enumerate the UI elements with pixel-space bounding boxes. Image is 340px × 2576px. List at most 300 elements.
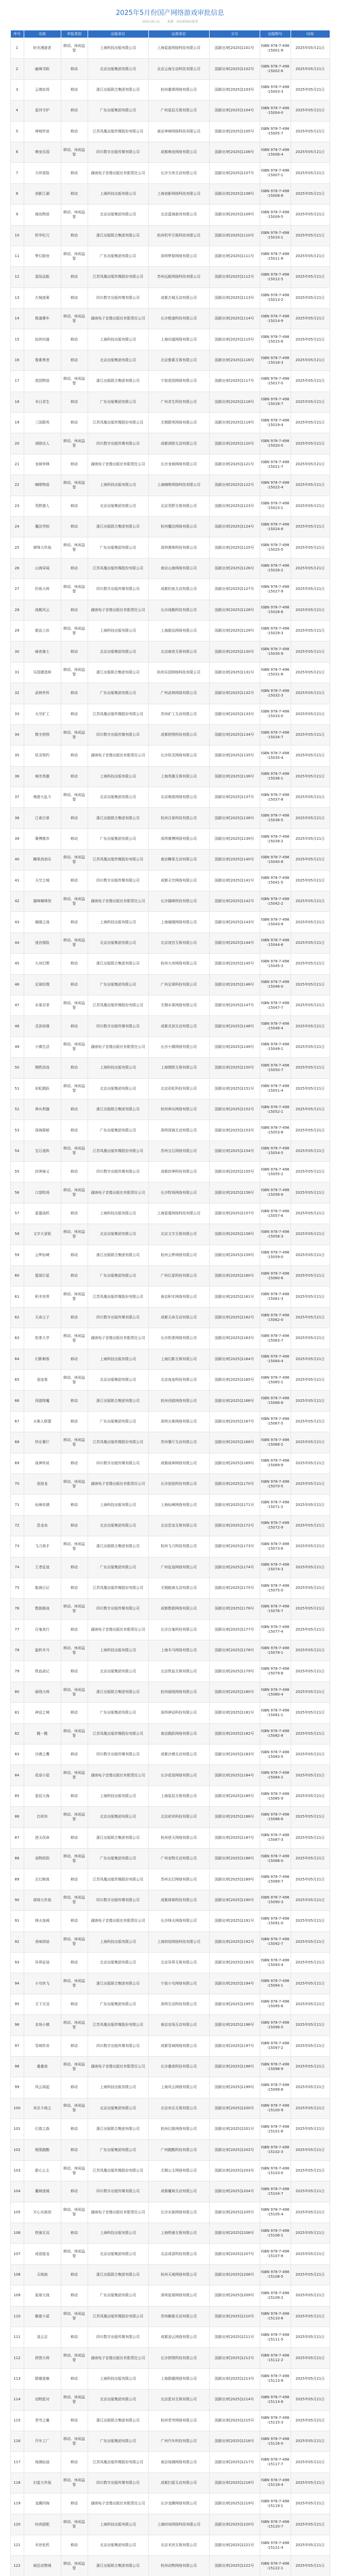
cell-date: 2025年05月21日 <box>291 558 330 579</box>
cell-date: 2025年05月21日 <box>291 392 330 412</box>
cell-operator: 长沙战舰科技有限公司 <box>148 600 209 620</box>
cell-date: 2025年05月21日 <box>291 704 330 724</box>
table-row <box>10 1286 330 1307</box>
cell-operator: 北京荒野互娱有限公司 <box>148 496 209 516</box>
table-row <box>10 225 330 246</box>
cell-isbn: ISBN 978-7-498-15030-9 <box>260 641 291 662</box>
cell-isbn: ISBN 978-7-498-15120-7 <box>260 2514 291 2535</box>
cell-category: 移动 <box>61 163 88 183</box>
cell-category: 移动 <box>61 974 88 995</box>
table-row <box>10 2181 330 2202</box>
cell-date: 2025年05月21日 <box>291 2431 330 2451</box>
cell-name: 汽车工厂 <box>24 2431 61 2451</box>
cell-operator: 长沙拼图科技有限公司 <box>148 2348 209 2368</box>
cell-approval-no: 国新出审[2025]1197号 <box>209 2036 260 2056</box>
cell-approval-no: 国新出审[2025]1189号 <box>209 1869 260 1890</box>
cell-publisher: 北京出版集团有限公司 <box>88 1224 148 1245</box>
cell-approval-no: 国新出审[2025]1124号 <box>209 516 260 537</box>
cell-name: 沙漠之鹰 <box>24 1744 61 1765</box>
cell-index: 40 <box>10 850 24 870</box>
cell-approval-no: 国新出审[2025]1103号 <box>209 79 260 100</box>
cell-isbn: ISBN 978-7-498-15114-6 <box>260 2389 291 2410</box>
cell-publisher: 四川数字出版传媒有限公司 <box>88 2327 148 2347</box>
cell-approval-no: 国新出审[2025]1131号 <box>209 662 260 683</box>
cell-approval-no: 国新出审[2025]1181号 <box>209 1703 260 1723</box>
cell-name: 仙境奇遇 <box>24 1495 61 1515</box>
cell-publisher: 广东出版集团有限公司 <box>88 683 148 704</box>
table-row <box>10 850 330 870</box>
cell-name: 跳一跳 <box>24 1723 61 1744</box>
cell-publisher: 上海科技出版有限公司 <box>88 766 148 787</box>
cell-name: 烽火连城 <box>24 1911 61 1931</box>
cell-publisher: 广东出版集团有限公司 <box>88 1120 148 1141</box>
cell-name: 苍穹之翼 <box>24 2410 61 2431</box>
table-row <box>10 2452 330 2472</box>
cell-approval-no: 国新出审[2025]1201号 <box>209 2119 260 2140</box>
cell-operator: 长沙妖灵网络有限公司 <box>148 745 209 766</box>
cell-operator: 上海星游网络科技有限公司 <box>148 38 209 59</box>
cell-category: 移动 <box>61 2036 88 2056</box>
cell-operator: 无锡航海互动有限公司 <box>148 1578 209 1598</box>
cell-category: 移动、休闲益智 <box>61 2556 88 2576</box>
cell-publisher: 湖南电子音像出版社有限责任公司 <box>88 891 148 912</box>
cell-date: 2025年05月21日 <box>291 1869 330 1890</box>
cell-date: 2025年05月21日 <box>291 1890 330 1910</box>
table-row <box>10 995 330 1015</box>
cell-isbn: ISBN 978-7-498-15005-7 <box>260 121 291 142</box>
cell-operator: 上海星辰互娱有限公司 <box>148 1786 209 1806</box>
cell-index: 86 <box>10 1807 24 1827</box>
cell-index: 74 <box>10 1557 24 1578</box>
cell-approval-no: 国新出审[2025]1111号 <box>209 246 260 266</box>
cell-approval-no: 国新出审[2025]1169号 <box>209 1453 260 1473</box>
cell-date: 2025年05月21日 <box>291 59 330 79</box>
cell-name: 三国群英 <box>24 413 61 433</box>
cell-publisher: 北京出版集团有限公司 <box>88 496 148 516</box>
cell-operator: 苏州矿工互动有限公司 <box>148 704 209 724</box>
table-row <box>10 1495 330 1515</box>
cell-publisher: 四川数字出版传媒有限公司 <box>88 579 148 600</box>
cell-operator: 杭州云梦网络有限公司 <box>148 1245 209 1265</box>
cell-isbn: ISBN 978-7-498-15016-3 <box>260 350 291 370</box>
table-row <box>10 1578 330 1598</box>
cell-date: 2025年05月21日 <box>291 912 330 933</box>
cell-date: 2025年05月21日 <box>291 1744 330 1765</box>
cell-operator: 杭州叠翠网络有限公司 <box>148 79 209 100</box>
cell-approval-no: 国新出审[2025]1177号 <box>209 1619 260 1640</box>
cell-category: 移动、休闲益智 <box>61 1682 88 1702</box>
cell-name: 时光漫游者 <box>24 38 61 59</box>
cell-approval-no: 国新出审[2025]1174号 <box>209 1557 260 1578</box>
cell-date: 2025年05月21日 <box>291 1432 330 1453</box>
cell-category: 移动 <box>61 183 88 204</box>
cell-category: 移动 <box>61 1016 88 1037</box>
cell-date: 2025年05月21日 <box>291 413 330 433</box>
cell-publisher: 上海科技出版有限公司 <box>88 475 148 496</box>
cell-category: 移动 <box>61 828 88 849</box>
cell-operator: 杭州苍穹网络有限公司 <box>148 2410 209 2431</box>
header-category: 申报类别 <box>61 30 88 38</box>
cell-isbn: ISBN 978-7-498-15027-9 <box>260 579 291 600</box>
cell-index: 57 <box>10 1203 24 1224</box>
cell-index: 18 <box>10 392 24 412</box>
cell-index: 28 <box>10 600 24 620</box>
cell-name: 萌兽大乱斗 <box>24 787 61 808</box>
cell-publisher: 北京出版集团有限公司 <box>88 641 148 662</box>
cell-category: 移动 <box>61 1495 88 1515</box>
cell-operator: 上海群雄网络有限公司 <box>148 2368 209 2389</box>
cell-date: 2025年05月21日 <box>291 2202 330 2223</box>
table-row <box>10 100 330 121</box>
cell-category: 移动、休闲益智 <box>61 2306 88 2327</box>
cell-publisher: 北京出版集团有限公司 <box>88 1515 148 1536</box>
cell-isbn: ISBN 978-7-498-15017-0 <box>260 371 291 392</box>
table-row <box>10 205 330 225</box>
cell-name: 云端农场 <box>24 79 61 100</box>
cell-isbn: ISBN 978-7-498-15036-1 <box>260 766 291 787</box>
cell-isbn: ISBN 978-7-498-15026-2 <box>260 558 291 579</box>
cell-date: 2025年05月21日 <box>291 1619 330 1640</box>
table-row <box>10 1557 330 1578</box>
cell-category: 移动 <box>61 1058 88 1078</box>
cell-isbn: ISBN 978-7-498-15109-2 <box>260 2285 291 2306</box>
cell-publisher: 江苏凤凰出版传媒股份有限公司 <box>88 2015 148 2036</box>
table-row <box>10 2431 330 2451</box>
cell-date: 2025年05月21日 <box>291 2306 330 2327</box>
cell-name: 美味烘焙 <box>24 1931 61 1952</box>
cell-publisher: 江苏凤凰出版传媒股份有限公司 <box>88 413 148 433</box>
table-row <box>10 2306 330 2327</box>
cell-name: 深海探秘 <box>24 1120 61 1141</box>
cell-category: 移动 <box>61 225 88 246</box>
cell-approval-no: 国新出审[2025]1160号 <box>209 1266 260 1286</box>
cell-isbn: ISBN 978-7-498-15093-4 <box>260 1952 291 1973</box>
cell-name: 方块冒险 <box>24 163 61 183</box>
cell-approval-no: 国新出审[2025]1117号 <box>209 371 260 392</box>
cell-date: 2025年05月21日 <box>291 2368 330 2389</box>
cell-category: 移动 <box>61 766 88 787</box>
table-row <box>10 1786 330 1806</box>
table-row <box>10 287 330 308</box>
cell-operator: 深圳赛博网络有限公司 <box>148 828 209 849</box>
cell-operator: 南京琉璃网络有限公司 <box>148 2452 209 2472</box>
cell-approval-no: 国新出审[2025]1208号 <box>209 2264 260 2285</box>
cell-approval-no: 国新出审[2025]1195号 <box>209 1994 260 2014</box>
cell-date: 2025年05月21日 <box>291 1578 330 1598</box>
cell-date: 2025年05月21日 <box>291 287 330 308</box>
cell-name: 古城迷案 <box>24 287 61 308</box>
cell-name: 破晓之战 <box>24 912 61 933</box>
cell-index: 35 <box>10 745 24 766</box>
cell-category: 移动、休闲益智 <box>61 2160 88 2181</box>
cell-index: 102 <box>10 2140 24 2160</box>
cell-name: 群雄逐鹿 <box>24 2368 61 2389</box>
cell-name: 宝石迷阵 <box>24 1141 61 1161</box>
cell-isbn: ISBN 978-7-498-15068-2 <box>260 1432 291 1453</box>
cell-approval-no: 国新出审[2025]1190号 <box>209 1890 260 1910</box>
cell-date: 2025年05月21日 <box>291 121 330 142</box>
cell-date: 2025年05月21日 <box>291 662 330 683</box>
cell-date: 2025年05月21日 <box>291 1224 330 1245</box>
cell-approval-no: 国新出审[2025]1115号 <box>209 329 260 350</box>
cell-date: 2025年05月21日 <box>291 142 330 162</box>
cell-category: 移动、休闲益智 <box>61 787 88 808</box>
cell-name: 海岛物语 <box>24 205 61 225</box>
cell-index: 53 <box>10 1120 24 1141</box>
table-row <box>10 1973 330 1994</box>
cell-approval-no: 国新出审[2025]1203号 <box>209 2160 260 2181</box>
cell-publisher: 上海科技出版有限公司 <box>88 1349 148 1369</box>
cell-isbn: ISBN 978-7-498-15092-7 <box>260 1931 291 1952</box>
cell-category: 移动 <box>61 1245 88 1265</box>
cell-date: 2025年05月21日 <box>291 38 330 59</box>
table-row <box>10 933 330 953</box>
cell-operator: 长沙龙腾网络有限公司 <box>148 2494 209 2514</box>
cell-approval-no: 国新出审[2025]1165号 <box>209 1370 260 1391</box>
cell-date: 2025年05月21日 <box>291 475 330 496</box>
cell-approval-no: 国新出审[2025]1108号 <box>209 183 260 204</box>
cell-index: 111 <box>10 2327 24 2347</box>
cell-publisher: 上海科技出版有限公司 <box>88 2223 148 2244</box>
cell-isbn: ISBN 978-7-498-15113-9 <box>260 2368 291 2389</box>
cell-name: 暗夜骑士 <box>24 641 61 662</box>
cell-index: 31 <box>10 662 24 683</box>
cell-index: 92 <box>10 1931 24 1952</box>
cell-operator: 广州星辰互娱有限公司 <box>148 100 209 121</box>
table-row <box>10 1099 330 1120</box>
cell-index: 5 <box>10 121 24 142</box>
cell-isbn: ISBN 978-7-498-15080-4 <box>260 1682 291 1702</box>
cell-date: 2025年05月21日 <box>291 1723 330 1744</box>
cell-name: 赛博都市 <box>24 828 61 849</box>
cell-index: 42 <box>10 891 24 912</box>
cell-isbn: ISBN 978-7-498-15018-7 <box>260 392 291 412</box>
cell-isbn: ISBN 978-7-498-15057-6 <box>260 1203 291 1224</box>
cell-name: 荒野猎人 <box>24 496 61 516</box>
cell-date: 2025年05月21日 <box>291 995 330 1015</box>
cell-publisher: 北京出版集团有限公司 <box>88 1370 148 1391</box>
cell-index: 38 <box>10 808 24 828</box>
cell-category: 移动 <box>61 2535 88 2555</box>
cell-index: 101 <box>10 2119 24 2140</box>
cell-isbn: ISBN 978-7-498-15033-0 <box>260 704 291 724</box>
cell-operator: 长沙叠高科技有限公司 <box>148 2056 209 2077</box>
cell-category: 移动、休闲益智 <box>61 1890 88 1910</box>
cell-name: 解谜小屋 <box>24 2306 61 2327</box>
cell-publisher: 北京出版集团有限公司 <box>88 59 148 79</box>
cell-operator: 杭州画线网络有限公司 <box>148 1682 209 1702</box>
cell-name: 数字拼图 <box>24 724 61 745</box>
cell-operator: 广州征途网络有限公司 <box>148 1557 209 1578</box>
cell-operator: 广州巨星科技有限公司 <box>148 1266 209 1286</box>
cell-category: 移动 <box>61 350 88 370</box>
cell-approval-no: 国新出审[2025]1193号 <box>209 1952 260 1973</box>
cell-date: 2025年05月21日 <box>291 1182 330 1203</box>
cell-category: 移动、休闲益智 <box>61 2431 88 2451</box>
table-row <box>10 1703 330 1723</box>
cell-index: 47 <box>10 995 24 1015</box>
cell-approval-no: 国新出审[2025]1156号 <box>209 1182 260 1203</box>
cell-isbn: ISBN 978-7-498-15004-0 <box>260 100 291 121</box>
cell-approval-no: 国新出审[2025]1210号 <box>209 2306 260 2327</box>
cell-operator: 杭州动物网络有限公司 <box>148 2556 209 2576</box>
cell-operator: 北京派对互娱有限公司 <box>148 2389 209 2410</box>
table-row <box>10 808 330 828</box>
cell-approval-no: 国新出审[2025]1211号 <box>209 2327 260 2347</box>
cell-date: 2025年05月21日 <box>291 850 330 870</box>
cell-date: 2025年05月21日 <box>291 724 330 745</box>
table-row <box>10 620 330 641</box>
table-row <box>10 2202 330 2223</box>
cell-category: 移动、休闲益智 <box>61 371 88 392</box>
table-row <box>10 891 330 912</box>
table-row <box>10 558 330 579</box>
cell-operator: 北京成语科技有限公司 <box>148 2244 209 2264</box>
table-row <box>10 745 330 766</box>
cell-date: 2025年05月21日 <box>291 246 330 266</box>
table-row <box>10 537 330 558</box>
cell-name: 异界征途 <box>24 1952 61 1973</box>
cell-category: 移动 <box>61 954 88 974</box>
cell-publisher: 江苏凤凰出版传媒股份有限公司 <box>88 267 148 287</box>
table-row <box>10 2535 330 2555</box>
cell-category: 移动、休闲益智 <box>61 2015 88 2036</box>
table-row <box>10 1370 330 1391</box>
cell-name: 神话之境 <box>24 1703 61 1723</box>
cell-index: 59 <box>10 1245 24 1265</box>
cell-date: 2025年05月21日 <box>291 2285 330 2306</box>
cell-publisher: 上海科技出版有限公司 <box>88 1495 148 1515</box>
cell-approval-no: 国新出审[2025]1185号 <box>209 1786 260 1806</box>
header-isbn: 出版物号 <box>260 30 291 38</box>
cell-operator: 深圳神话科技有限公司 <box>148 1703 209 1723</box>
cell-name: 旋转木马 <box>24 1640 61 1661</box>
cell-date: 2025年05月21日 <box>291 1370 330 1391</box>
cell-category: 移动、休闲益智 <box>61 1973 88 1994</box>
cell-publisher: 浙江出版联合集团有限公司 <box>88 1973 148 1994</box>
cell-index: 118 <box>10 2472 24 2493</box>
cell-index: 82 <box>10 1723 24 1744</box>
table-row <box>10 1890 330 1910</box>
cell-index: 85 <box>10 1786 24 1806</box>
table-row <box>10 121 330 142</box>
cell-publisher: 湖南电子音像出版社有限责任公司 <box>88 2348 148 2368</box>
cell-name: 极速赛车 <box>24 309 61 329</box>
cell-approval-no: 国新出审[2025]1138号 <box>209 808 260 828</box>
cell-publisher: 上海科技出版有限公司 <box>88 1058 148 1078</box>
cell-name: 恐龙岛 <box>24 1515 61 1536</box>
cell-publisher: 江苏凤凰出版传媒股份有限公司 <box>88 850 148 870</box>
cell-name: 琉璃仙途 <box>24 2452 61 2472</box>
table-row <box>10 1453 330 1473</box>
cell-approval-no: 国新出审[2025]1135号 <box>209 745 260 766</box>
cell-approval-no: 国新出审[2025]1134号 <box>209 724 260 745</box>
cell-operator: 成都战神网络有限公司 <box>148 1453 209 1473</box>
cell-operator: 苏州玄幻网络有限公司 <box>148 1869 209 1890</box>
cell-name: 球球大作战 <box>24 1890 61 1910</box>
cell-category: 移动、休闲益智 <box>61 662 88 683</box>
cell-operator: 长沙猫咪科技有限公司 <box>148 891 209 912</box>
cell-category: 移动 <box>61 1744 88 1765</box>
cell-publisher: 广东出版集团有限公司 <box>88 537 148 558</box>
cell-name: 九州幻想 <box>24 954 61 974</box>
cell-publisher: 北京出版集团有限公司 <box>88 1952 148 1973</box>
cell-name: 幻影刺客 <box>24 1349 61 1369</box>
cell-operator: 成都数独网络有限公司 <box>148 1599 209 1619</box>
cell-category: 移动 <box>61 641 88 662</box>
table-row <box>10 974 330 995</box>
cell-isbn: ISBN 978-7-498-15100-9 <box>260 2098 291 2119</box>
cell-publisher: 湖南电子音像出版社有限责任公司 <box>88 1765 148 1786</box>
cell-approval-no: 国新出审[2025]1220号 <box>209 2514 260 2535</box>
cell-category: 移动、休闲益智 <box>61 142 88 162</box>
cell-publisher: 湖南电子音像出版社有限责任公司 <box>88 2202 148 2223</box>
cell-approval-no: 国新出审[2025]1147号 <box>209 995 260 1015</box>
cell-isbn: ISBN 978-7-498-15052-1 <box>260 1099 291 1120</box>
cell-category: 移动 <box>61 2181 88 2202</box>
cell-index: 79 <box>10 1661 24 1682</box>
cell-publisher: 北京出版集团有限公司 <box>88 2244 148 2264</box>
table-row <box>10 641 330 662</box>
cell-isbn: ISBN 978-7-498-15061-3 <box>260 1286 291 1307</box>
cell-name: 乐园建造师 <box>24 662 61 683</box>
cell-date: 2025年05月21日 <box>291 2181 330 2202</box>
cell-index: 117 <box>10 2452 24 2472</box>
cell-category: 移动、休闲益智 <box>61 995 88 1015</box>
cell-publisher: 北京出版集团有限公司 <box>88 1807 148 1827</box>
cell-publisher: 浙江出版联合集团有限公司 <box>88 1245 148 1265</box>
cell-approval-no: 国新出审[2025]1209号 <box>209 2285 260 2306</box>
approval-table <box>10 30 330 2576</box>
cell-category: 移动 <box>61 1827 88 1848</box>
cell-isbn: ISBN 978-7-498-15069-9 <box>260 1453 291 1473</box>
cell-isbn: ISBN 978-7-498-15085-9 <box>260 1786 291 1806</box>
cell-category: 移动 <box>61 59 88 79</box>
cell-isbn: ISBN 978-7-498-15121-4 <box>260 2535 291 2555</box>
cell-isbn: ISBN 978-7-498-15051-4 <box>260 1078 291 1099</box>
cell-approval-no: 国新出审[2025]1126号 <box>209 558 260 579</box>
cell-index: 7 <box>10 163 24 183</box>
cell-approval-no: 国新出审[2025]1114号 <box>209 309 260 329</box>
cell-category: 移动、休闲益智 <box>61 1224 88 1245</box>
cell-index: 46 <box>10 974 24 995</box>
cell-operator: 北京铁血互娱有限公司 <box>148 1661 209 1682</box>
cell-operator: 深圳深海互动有限公司 <box>148 1120 209 1141</box>
cell-approval-no: 国新出审[2025]1218号 <box>209 2472 260 2493</box>
cell-isbn: ISBN 978-7-498-15090-3 <box>260 1890 291 1910</box>
cell-name: 神兵利器 <box>24 1099 61 1120</box>
cell-operator: 北京异界互娱有限公司 <box>148 1952 209 1973</box>
cell-approval-no: 国新出审[2025]1142号 <box>209 891 260 912</box>
cell-category: 移动 <box>61 870 88 891</box>
cell-index: 26 <box>10 558 24 579</box>
cell-approval-no: 国新出审[2025]1178号 <box>209 1640 260 1661</box>
cell-index: 44 <box>10 933 24 953</box>
cell-operator: 南京农场互动有限公司 <box>148 2015 209 2036</box>
cell-name: 甜品工坊 <box>24 620 61 641</box>
cell-date: 2025年05月21日 <box>291 1037 330 1057</box>
cell-publisher: 浙江出版联合集团有限公司 <box>88 1391 148 1411</box>
cell-operator: 上海木马网络有限公司 <box>148 1640 209 1661</box>
cell-approval-no: 国新出审[2025]1217号 <box>209 2452 260 2472</box>
cell-approval-no: 国新出审[2025]1157号 <box>209 1203 260 1224</box>
cell-category: 移动 <box>61 2494 88 2514</box>
cell-date: 2025年05月21日 <box>291 579 330 600</box>
cell-approval-no: 国新出审[2025]1112号 <box>209 267 260 287</box>
cell-date: 2025年05月21日 <box>291 163 330 183</box>
cell-isbn: ISBN 978-7-498-15028-6 <box>260 600 291 620</box>
cell-operator: 成都天空网络有限公司 <box>148 870 209 891</box>
